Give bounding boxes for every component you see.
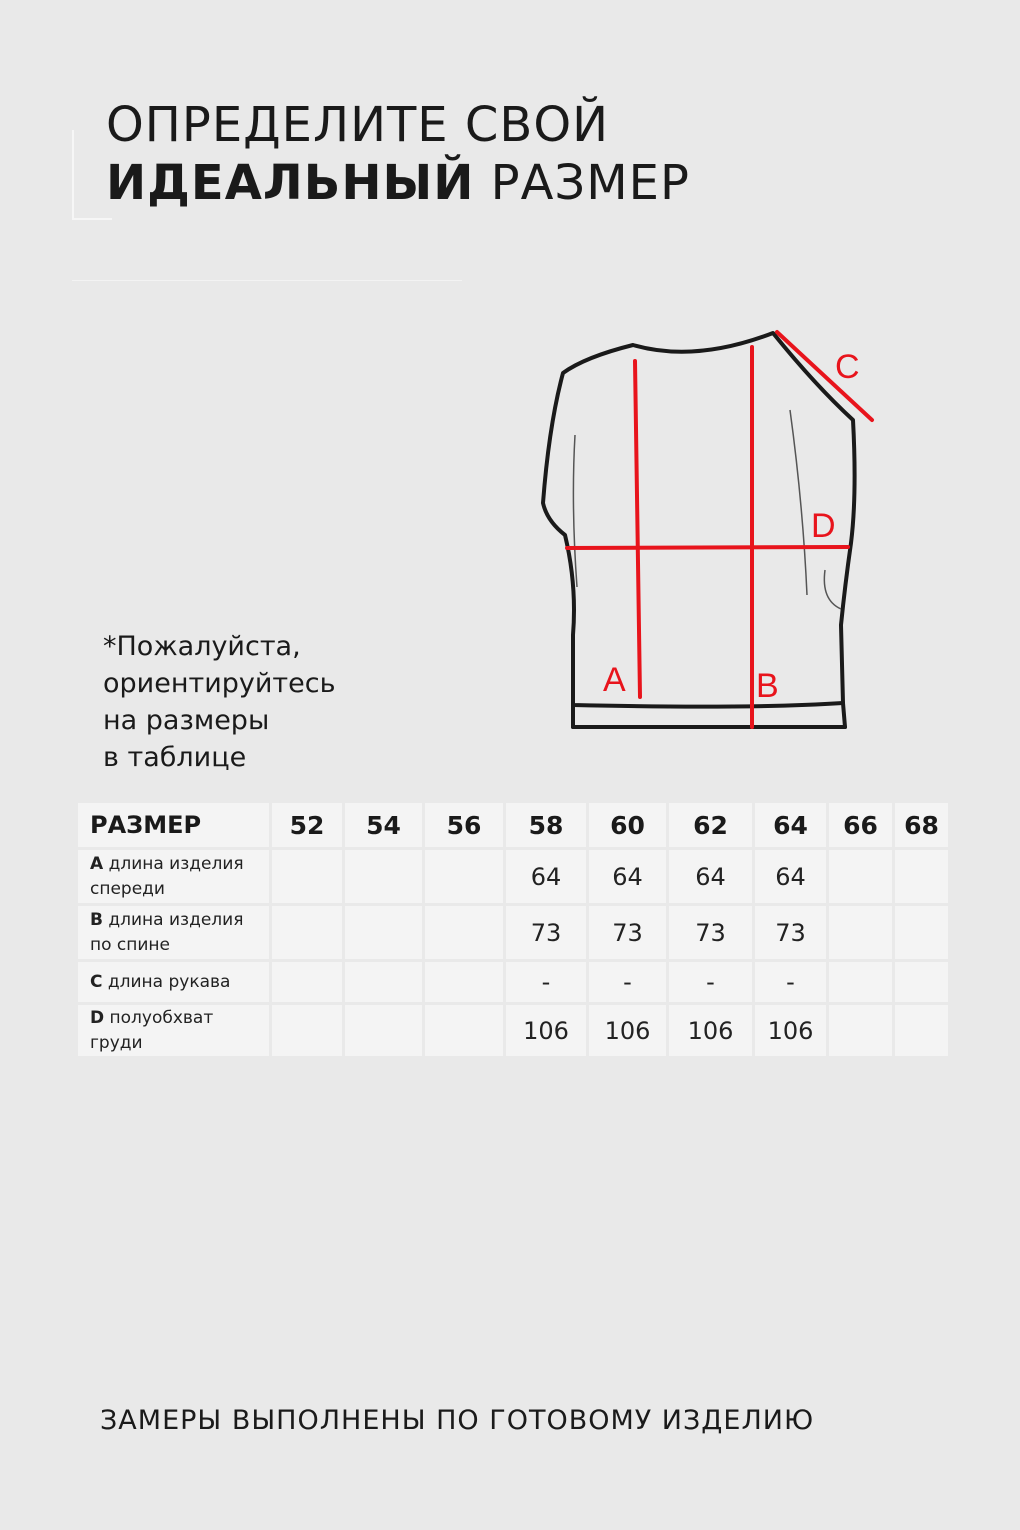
garment-folds xyxy=(573,410,841,609)
row-text: длина изделия xyxy=(103,853,244,874)
table-cell xyxy=(424,961,505,1004)
heading-bold-word: ИДЕАЛЬНЫЙ xyxy=(106,155,475,211)
table-cell: 73 xyxy=(668,905,754,961)
size-header: 56 xyxy=(424,802,505,849)
measure-line-d xyxy=(567,547,848,548)
row-letter: D xyxy=(90,1008,105,1028)
note-line: *Пожалуйста, xyxy=(103,631,301,662)
note-line: в таблице xyxy=(103,742,247,773)
table-row xyxy=(77,961,949,1004)
table-header-row xyxy=(77,802,949,849)
note-line: на размеры xyxy=(103,705,270,736)
table-cell xyxy=(344,905,424,961)
table-cell xyxy=(828,849,894,905)
size-header: 62 xyxy=(668,802,754,849)
row-label xyxy=(77,961,271,1004)
size-header: 52 xyxy=(271,802,344,849)
table-cell xyxy=(344,1004,424,1057)
measure-line-a xyxy=(635,361,640,697)
garment-outline xyxy=(543,333,855,727)
table-cell xyxy=(271,961,344,1004)
table-cell: 64 xyxy=(588,849,668,905)
table-cell: 64 xyxy=(754,849,828,905)
size-header: 68 xyxy=(894,802,949,849)
heading-line-2 xyxy=(106,154,690,212)
garment-measurement-diagram xyxy=(525,325,885,745)
decorative-frame-line xyxy=(72,218,112,220)
header-size-label: РАЗМЕР xyxy=(77,802,271,849)
table-cell xyxy=(424,1004,505,1057)
size-header: 58 xyxy=(505,802,588,849)
table-cell: - xyxy=(754,961,828,1004)
table-row xyxy=(77,905,949,961)
table-cell: 73 xyxy=(588,905,668,961)
table-cell: 106 xyxy=(505,1004,588,1057)
row-letter: B xyxy=(90,909,103,930)
decorative-divider xyxy=(72,280,462,281)
label-b: B xyxy=(756,667,779,705)
size-header: 66 xyxy=(828,802,894,849)
table-cell: - xyxy=(668,961,754,1004)
row-text: длина изделия xyxy=(102,909,244,930)
table-cell: 106 xyxy=(588,1004,668,1057)
label-c: C xyxy=(835,348,860,386)
table-cell: 73 xyxy=(505,905,588,961)
table-cell: 106 xyxy=(754,1004,828,1057)
decorative-frame-line xyxy=(72,130,74,220)
label-a: A xyxy=(603,661,626,699)
table-cell xyxy=(424,905,505,961)
size-table xyxy=(75,800,948,1056)
row-letter: C xyxy=(90,971,103,992)
table-cell: - xyxy=(588,961,668,1004)
table-cell: - xyxy=(505,961,588,1004)
table-cell xyxy=(828,905,894,961)
table-cell xyxy=(271,1004,344,1057)
row-letter: A xyxy=(90,853,104,874)
size-header: 64 xyxy=(754,802,828,849)
measurement-labels xyxy=(603,348,860,705)
row-text: груди xyxy=(90,1033,143,1053)
row-text: по спине xyxy=(90,934,171,955)
row-label xyxy=(77,1004,271,1057)
label-d: D xyxy=(811,507,836,545)
table-cell xyxy=(894,961,949,1004)
table-row xyxy=(77,1004,949,1057)
measurement-footnote: ЗАМЕРЫ ВЫПОЛНЕНЫ ПО ГОТОВОМУ ИЗДЕЛИЮ xyxy=(100,1405,815,1436)
size-note xyxy=(103,628,336,776)
table-cell: 64 xyxy=(668,849,754,905)
page-heading xyxy=(106,96,690,212)
table-cell xyxy=(424,849,505,905)
size-header: 54 xyxy=(344,802,424,849)
row-text: спереди xyxy=(90,878,165,899)
row-text: полуобхват xyxy=(104,1008,214,1028)
heading-line-1: ОПРЕДЕЛИТЕ СВОЙ xyxy=(106,97,610,153)
table-cell: 106 xyxy=(668,1004,754,1057)
table-cell xyxy=(344,961,424,1004)
table-cell xyxy=(271,849,344,905)
size-header: 60 xyxy=(588,802,668,849)
table-cell xyxy=(894,849,949,905)
table-cell xyxy=(344,849,424,905)
table-cell xyxy=(828,961,894,1004)
table-cell xyxy=(894,1004,949,1057)
table-cell: 64 xyxy=(505,849,588,905)
note-line: ориентируйтесь xyxy=(103,668,336,699)
row-label xyxy=(77,905,271,961)
table-cell: 73 xyxy=(754,905,828,961)
row-label xyxy=(77,849,271,905)
table-cell xyxy=(894,905,949,961)
table-row xyxy=(77,849,949,905)
table-cell xyxy=(271,905,344,961)
row-text: длина рукава xyxy=(102,971,231,992)
table-cell xyxy=(828,1004,894,1057)
heading-rest: РАЗМЕР xyxy=(474,155,690,211)
